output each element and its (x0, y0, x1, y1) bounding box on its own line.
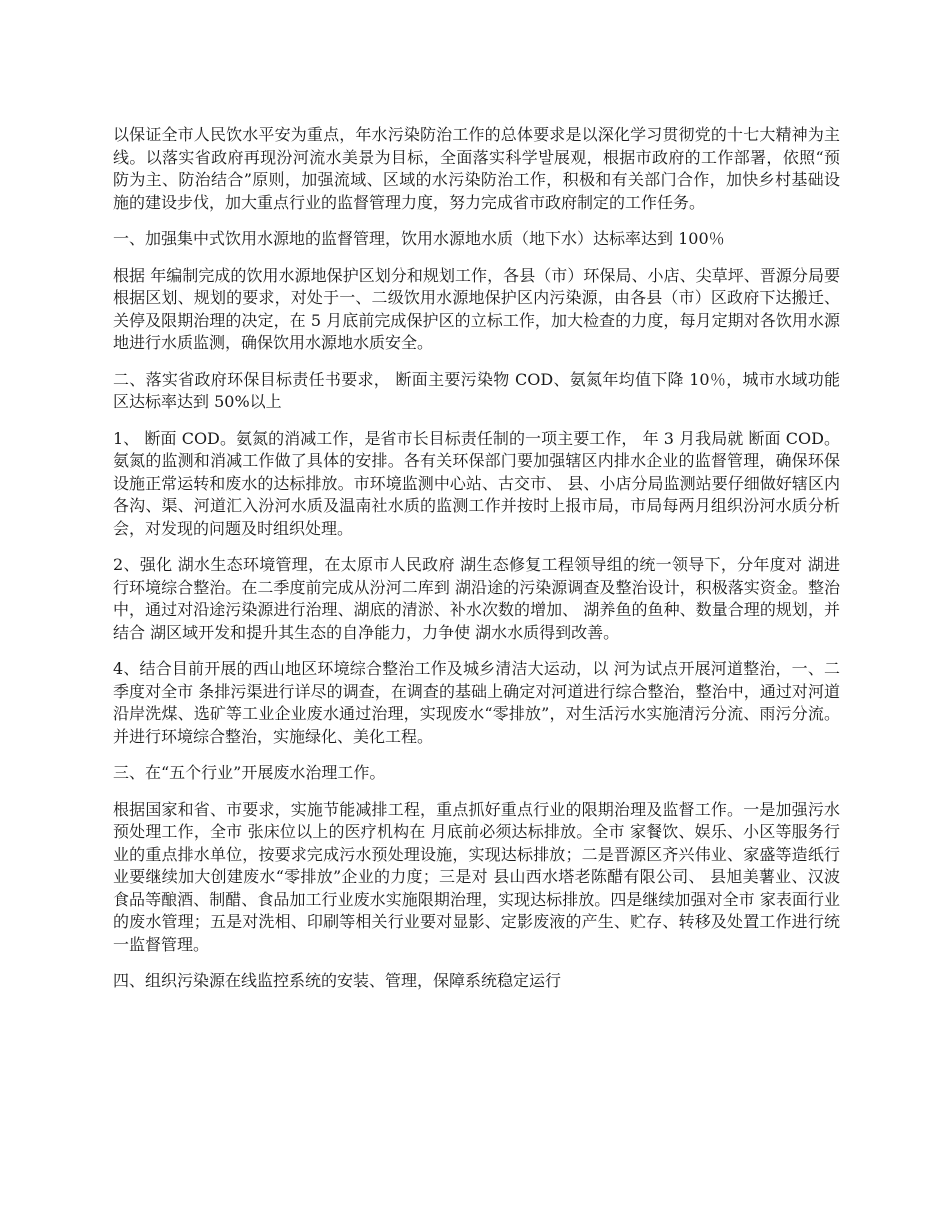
paragraph-section-1: 根据 年编制完成的饮用水源地保护区划分和规划工作，各县（市）环保局、小店、尖草坪、晋源分局要根据区划、规划的要求，对处于一、二级饮用水源地保护区内污染源，由各县（市）区政府下达搬迁、关停及限期治理的决定，在 5 月底前完成保护区的立标工作，加大检查的力度，每月定期对各饮用水源地进行水质监测，确保饮用水源地水质安全。 (113, 265, 840, 352)
heading-section-4: 四、组织污染源在线监控系统的安装、管理，保障系统稳定运行 (113, 971, 562, 990)
heading-section-2: 二、落实省政府环保目标责任书要求， 断面主要污染物 COD、氨氮年均值下降 10％，城市水域功能区达标率达到 50%以上 (113, 369, 840, 411)
paragraph-section-3: 根据国家和省、市要求，实施节能减排工程，重点抓好重点行业的限期治理及监督工作。一是加强污水预处理工作，全市 张床位以上的医疗机构在 月底前必须达标排放。全市 家餐饮、娱乐、小区等服务行业的重点排水单位，按要求完成污水预处理设施，实现达标排放；二是晋源区齐兴伟业、家盛等造纸行业要继续加大创建废水“零排放”企业的力度；三是对 县山西水塔老陈醋有限公司、 县旭美薯业、汉波食品等酿酒、制醋、食品加工行业废水实施限期治理，实现达标排放。四是继续加强对全市 家表面行业的废水管理；五是对洗相、印刷等相关行业要对显影、定影废液的产生、贮存、转移及处置工作进行统一监督管理。 (113, 799, 840, 954)
heading-section-3: 三、在“五个行业”开展废水治理工作。 (113, 763, 386, 782)
paragraph-item-1: 1、 断面 COD。氨氮的消减工作，是省市长目标责任制的一项主要工作， 年 3 月我局就 断面 COD。氨氮的监测和消减工作做了具体的安排。各有关环保部门要加强辖区内排水企业的监督管理，确保环保设施正常运转和废水的达标排放。市环境监测中心站、古交市、 县、小店分局监测站要仔细做好辖区内各沟、渠、河道汇入汾河水质及温南社水质的监测工作并按时上报市局，市局每两月组织汾河水质分析会，对发现的问题及时组织处理。 (113, 428, 840, 538)
heading-section-1: 一、加强集中式饮用水源地的监督管理，饮用水源地水质（地下水）达标率达到 100％ (113, 229, 725, 248)
paragraph-item-4: 4、结合目前开展的西山地区环境综合整治工作及城乡清洁大运动，以 河为试点开展河道整治，一、二季度对全市 条排污渠进行详尽的调查，在调查的基础上确定对河道进行综合整治，整治中，通过对河道沿岸洗煤、选矿等工业企业废水通过治理，实现废水“零排放”，对生活污水实施清污分流、雨污分流。并进行环境综合整治，实施绿化、美化工程。 (113, 659, 840, 746)
document-body (113, 124, 840, 1007)
paragraph-item-2: 2、强化 湖水生态环境管理，在太原市人民政府 湖生态修复工程领导组的统一领导下，分年度对 湖进行环境综合整治。在二季度前完成从汾河二库到 湖沿途的污染源调查及整治设计，积极落实资金。整治中，通过对沿途污染源进行治理、湖底的清淤、补水次数的增加、 湖养鱼的鱼种、数量合理的规划，并结合 湖区域开发和提升其生态的自净能力，力争使 湖水水质得到改善。 (113, 555, 840, 642)
paragraph-intro: 以保证全市人民饮水平安为重点，年水污染防治工作的总体要求是以深化学习贯彻党的十七大精神为主线。以落实省政府再现汾河流水美景为目标，全面落实科学발展观，根据市政府的工作部署，依照“预防为主、防治结合”原则，加强流域、区域的水污染防治工作，积极和有关部门合作，加快乡村基础设施的建设步伐，加大重点行业的监督管理力度，努力完成省市政府制定的工作任务。 (113, 125, 840, 212)
